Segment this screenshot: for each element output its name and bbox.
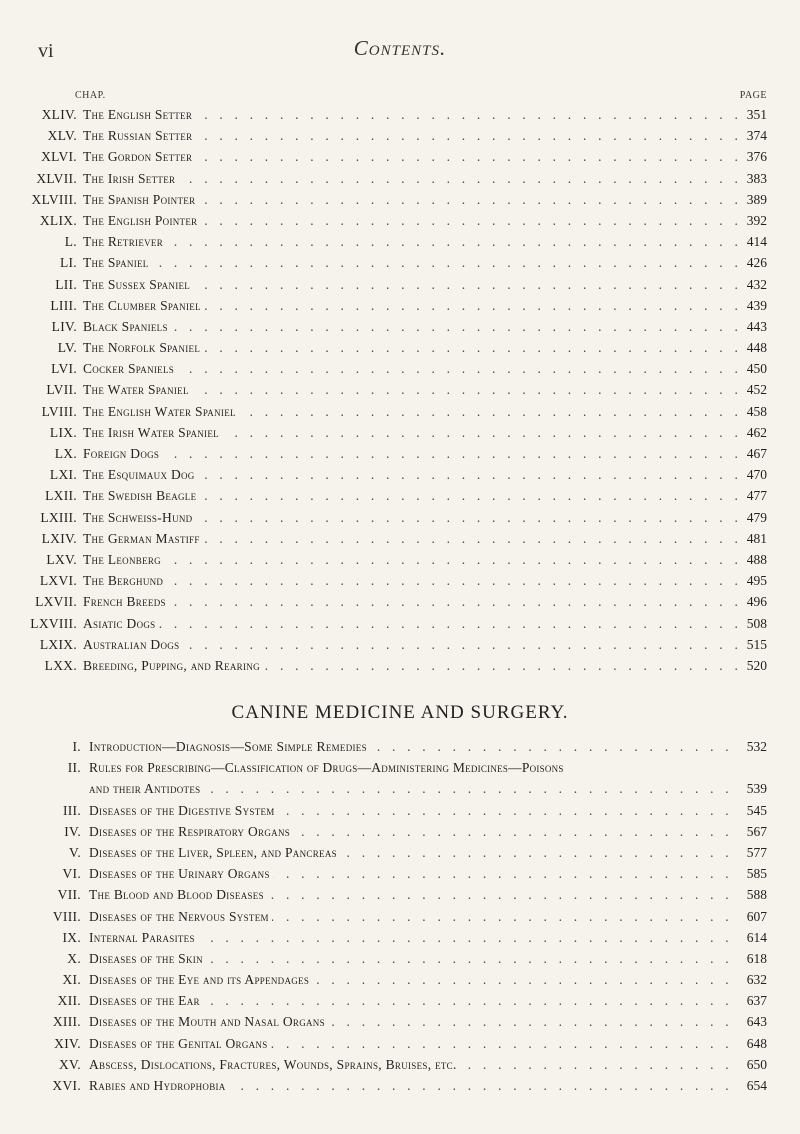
chapter-title-text: Diseases of the Respiratory Organs [89, 824, 293, 839]
page-ref: 351 [738, 104, 767, 125]
chapter-title-text: The Irish Water Spaniel [83, 425, 222, 440]
chapter-title [83, 104, 767, 125]
chapter-title-text: The Water Spaniel [83, 382, 192, 397]
chapter-number: LI. [59, 255, 77, 271]
chapter-title-text: The Gordon Setter [83, 149, 195, 164]
page-ref: 577 [738, 842, 767, 863]
toc-entry [0, 146, 800, 167]
chapter-title [83, 231, 767, 252]
page-ref: 462 [738, 422, 767, 443]
chapter-number: LVII. [46, 382, 77, 398]
page-ref: 383 [738, 168, 767, 189]
breeds-contents-list [0, 104, 800, 676]
chapter-number: LXIII. [40, 509, 77, 525]
page-column-head: PAGE [739, 90, 767, 101]
chapter-number: X. [67, 950, 81, 966]
chapter-number: LIX. [49, 424, 77, 440]
chapter-title-text: The Retriever [83, 234, 166, 249]
toc-entry [0, 655, 800, 676]
page-ref: 648 [738, 1033, 767, 1054]
chapter-number: LXI. [49, 467, 77, 483]
chapter-number: LX. [54, 446, 77, 461]
page-number: vi [38, 40, 54, 62]
page-header [0, 36, 800, 66]
chapter-number: LVI. [51, 361, 77, 377]
page-ref: 495 [738, 570, 767, 591]
toc-entry [0, 168, 800, 189]
chapter-title [89, 757, 790, 778]
chapter-title [89, 969, 767, 990]
toc-entry [0, 1011, 800, 1032]
chapter-title [83, 146, 767, 167]
chapter-title-text: Introduction—Diagnosis—Some Simple Remedies [89, 739, 370, 754]
chapter-title-text: Diseases of the Digestive System [89, 803, 278, 818]
toc-entry [0, 274, 800, 295]
toc-entry [0, 443, 800, 464]
chapter-title-text: Breeding, Pupping, and Rearing [83, 658, 263, 673]
toc-entry [0, 210, 800, 231]
chapter-title [89, 884, 767, 905]
chapter-title-text: Internal Parasites [89, 930, 198, 945]
chapter-number: IV. [64, 823, 81, 839]
chapter-title-text: The Spaniel [83, 255, 152, 270]
page-ref: 545 [738, 800, 767, 821]
chapter-title-text: Foreign Dogs [83, 446, 162, 461]
chapter-number: II. [67, 760, 81, 776]
chapter-title [89, 1033, 767, 1054]
chapter-title [89, 906, 767, 927]
medicine-contents-list [0, 736, 800, 1096]
chapter-number: LXVIII. [30, 615, 77, 631]
toc-entry [0, 800, 800, 821]
chapter-title-text: The Sussex Spaniel [83, 277, 193, 292]
toc-entry [0, 337, 800, 358]
chapter-number: XVI. [52, 1078, 81, 1093]
chapter-title-text: The English Water Spaniel [83, 404, 239, 419]
chapter-title [83, 210, 767, 231]
page-ref: 443 [738, 316, 767, 337]
toc-entry [0, 549, 800, 570]
chapter-number: XV. [58, 1056, 81, 1072]
toc-entry [0, 736, 800, 757]
chapter-title-text: The English Pointer [83, 213, 200, 228]
page-ref: 452 [738, 379, 767, 400]
chapter-number: LXII. [45, 488, 77, 504]
chapter-title [89, 990, 767, 1011]
chapter-title-text: Rules for Prescribing—Classification of Drugs—Administering Medicines—Poisons [89, 760, 567, 775]
chapter-title-text: The English Setter [83, 107, 195, 122]
chapter-title [83, 485, 767, 506]
chapter-title [83, 168, 767, 189]
page-ref: 515 [738, 634, 767, 655]
chapter-title [83, 613, 767, 634]
chapter-title [83, 507, 767, 528]
toc-entry [0, 990, 800, 1011]
chapter-number: LXVI. [39, 573, 77, 589]
chapter-title [89, 821, 767, 842]
chapter-title [83, 655, 767, 676]
toc-entry [0, 842, 800, 863]
chapter-title [89, 1011, 767, 1032]
chapter-title-text: Australian Dogs [83, 637, 182, 652]
chapter-title [83, 358, 767, 379]
toc-entry [0, 927, 800, 948]
toc-entry [0, 464, 800, 485]
page-ref: 585 [738, 863, 767, 884]
chapter-title-text: Diseases of the Eye and its Appendages [89, 972, 312, 987]
chapter-number: XLVIII. [31, 191, 77, 207]
chapter-title-text: Rabies and Hydrophobia [89, 1078, 229, 1093]
chapter-number: L. [64, 234, 77, 250]
toc-entry [0, 1075, 800, 1096]
chapter-title-text: The Berghund [83, 573, 166, 588]
toc-entry [0, 884, 800, 905]
toc-entry [0, 969, 800, 990]
running-head: Contents. [353, 36, 447, 60]
chapter-title [83, 464, 767, 485]
toc-entry [0, 528, 800, 549]
page-ref: 488 [738, 549, 767, 570]
toc-entry [0, 948, 800, 969]
page-ref: 432 [738, 274, 767, 295]
page-ref: 374 [738, 125, 767, 146]
page-ref: 448 [738, 337, 767, 358]
chapter-number: XIII. [52, 1014, 81, 1030]
toc-entry [0, 125, 800, 146]
chapter-title-text: The Swedish Beagle [83, 488, 199, 503]
toc-entry [0, 613, 800, 634]
section-title: CANINE MEDICINE AND SURGERY. [231, 702, 569, 723]
page-ref: 632 [738, 969, 767, 990]
page-ref: 477 [738, 485, 767, 506]
chapter-title [89, 948, 767, 969]
chapter-title [83, 189, 767, 210]
toc-entry [0, 104, 800, 125]
chapter-title-text: The Leonberg [83, 552, 164, 567]
page-ref: 392 [738, 210, 767, 231]
page-ref: 618 [738, 948, 767, 969]
chapter-number: IX. [62, 929, 81, 945]
toc-entry [0, 863, 800, 884]
page-ref: 650 [738, 1054, 767, 1075]
chapter-number: LXIV. [41, 530, 77, 546]
chapter-number: III. [62, 802, 81, 818]
chapter-number: VIII. [52, 908, 81, 924]
chapter-title-text: Diseases of the Mouth and Nasal Organs [89, 1014, 328, 1029]
page-ref: 539 [738, 778, 767, 799]
chapter-number: I. [72, 739, 81, 754]
chapter-title [83, 379, 767, 400]
chapter-number: XLIV. [41, 107, 77, 122]
chapter-title-text: Diseases of the Genital Organs [89, 1036, 271, 1051]
chapter-title [83, 316, 767, 337]
chapter-title [83, 337, 767, 358]
toc-entry [0, 1033, 800, 1054]
chapter-title [89, 842, 767, 863]
chapter-number: LXV. [46, 551, 77, 567]
page-ref: 520 [738, 655, 767, 676]
page-ref: 458 [738, 401, 767, 422]
chapter-title-text: The German Mastiff [83, 531, 203, 546]
chapter-number: LXIX. [39, 636, 77, 652]
page-ref: 426 [738, 252, 767, 273]
chapter-title [89, 778, 767, 799]
page-ref: 439 [738, 295, 767, 316]
toc-entry [0, 485, 800, 506]
chapter-title-text: Diseases of the Nervous System [89, 909, 272, 924]
chapter-title [89, 1054, 767, 1075]
chapter-title [89, 863, 767, 884]
toc-entry [0, 189, 800, 210]
page-ref: 532 [738, 736, 767, 757]
page-ref: 654 [738, 1075, 767, 1096]
page-ref: 470 [738, 464, 767, 485]
toc-entry [0, 401, 800, 422]
chapter-number: XLIX. [39, 212, 77, 228]
chapter-number: XLV. [47, 128, 77, 144]
chapter-title [83, 634, 767, 655]
toc-entry [0, 634, 800, 655]
chapter-title [89, 1075, 767, 1096]
toc-entry [0, 358, 800, 379]
toc-entry [0, 379, 800, 400]
chapter-title-text: Black Spaniels [83, 319, 171, 334]
chapter-number: LVIII. [41, 403, 77, 419]
page-ref: 414 [738, 231, 767, 252]
chapter-title-text: Diseases of the Urinary Organs [89, 866, 273, 881]
chapter-title [83, 252, 767, 273]
chapter-title-text: Asiatic Dogs [83, 616, 158, 631]
toc-entry [0, 778, 800, 799]
chapter-title-text: The Spanish Pointer [83, 192, 198, 207]
chapter-title-text: The Irish Setter [83, 171, 178, 186]
toc-entry [0, 906, 800, 927]
chapter-title [83, 295, 767, 316]
toc-entry [0, 821, 800, 842]
page-ref: 637 [738, 990, 767, 1011]
page-ref: 607 [738, 906, 767, 927]
toc-entry [0, 295, 800, 316]
page-ref: 496 [738, 591, 767, 612]
chapter-title-text: French Breeds [83, 594, 169, 609]
toc-entry [0, 231, 800, 252]
chapter-title-text: Diseases of the Liver, Spleen, and Pancreas [89, 845, 340, 860]
chapter-title [89, 736, 767, 757]
page-ref: 508 [738, 613, 767, 634]
chapter-number: VI. [62, 866, 81, 882]
chapter-title [83, 401, 767, 422]
chapter-title-text: The Blood and Blood Diseases [89, 887, 267, 902]
chapter-title [83, 549, 767, 570]
toc-entry [0, 757, 800, 778]
chapter-number: XII. [57, 993, 81, 1009]
chapter-title [83, 422, 767, 443]
chapter-number: LIV. [51, 318, 77, 334]
chapter-number: LV. [57, 340, 77, 356]
chapter-number: LXVII. [35, 594, 77, 610]
column-heads [75, 90, 767, 104]
page-ref: 376 [738, 146, 767, 167]
chapter-number: V. [69, 844, 81, 860]
chapter-number: XIV. [54, 1035, 81, 1051]
chapter-number: XLVI. [41, 149, 77, 165]
page-ref: 467 [738, 443, 767, 464]
chapter-title-text: The Esquimaux Dog [83, 467, 198, 482]
chapter-title [83, 125, 767, 146]
page-ref: 614 [738, 927, 767, 948]
chapter-title-text: The Schweiss-Hund [83, 510, 195, 525]
chapter-title-text: and their Antidotes [89, 781, 203, 796]
toc-entry [0, 422, 800, 443]
chapter-title [83, 274, 767, 295]
chapter-title [89, 800, 767, 821]
toc-entry [0, 252, 800, 273]
chapter-title [83, 443, 767, 464]
toc-entry [0, 591, 800, 612]
page-ref: 479 [738, 507, 767, 528]
chapter-title [83, 570, 767, 591]
chapter-column-head: CHAP. [75, 90, 106, 101]
chapter-number: VII. [57, 887, 81, 903]
chapter-number: XI. [62, 972, 81, 988]
chapter-title-text: Diseases of the Skin [89, 951, 206, 966]
page-ref: 567 [738, 821, 767, 842]
page-ref: 588 [738, 884, 767, 905]
chapter-title-text: The Russian Setter [83, 128, 195, 143]
chapter-title-text: Cocker Spaniels [83, 361, 177, 376]
toc-entry [0, 507, 800, 528]
chapter-title-text: The Norfolk Spaniel [83, 340, 203, 355]
chapter-title-text: The Clumber Spaniel [83, 298, 204, 313]
toc-entry [0, 570, 800, 591]
chapter-number: LIII. [50, 297, 77, 313]
chapter-title [89, 927, 767, 948]
chapter-number: LII. [55, 276, 77, 292]
chapter-title [83, 528, 767, 549]
chapter-number: XLVII. [36, 170, 77, 186]
toc-entry [0, 316, 800, 337]
chapter-number: LXX. [44, 657, 77, 673]
toc-entry [0, 1054, 800, 1075]
page-ref: 481 [738, 528, 767, 549]
page-ref: 450 [738, 358, 767, 379]
chapter-title [83, 591, 767, 612]
page-ref: 643 [738, 1011, 767, 1032]
chapter-title-text: Abscess, Dislocations, Fractures, Wounds, Sprains, Bruises, etc. [89, 1057, 460, 1072]
page-ref: 389 [738, 189, 767, 210]
chapter-title-text: Diseases of the Ear [89, 993, 203, 1008]
